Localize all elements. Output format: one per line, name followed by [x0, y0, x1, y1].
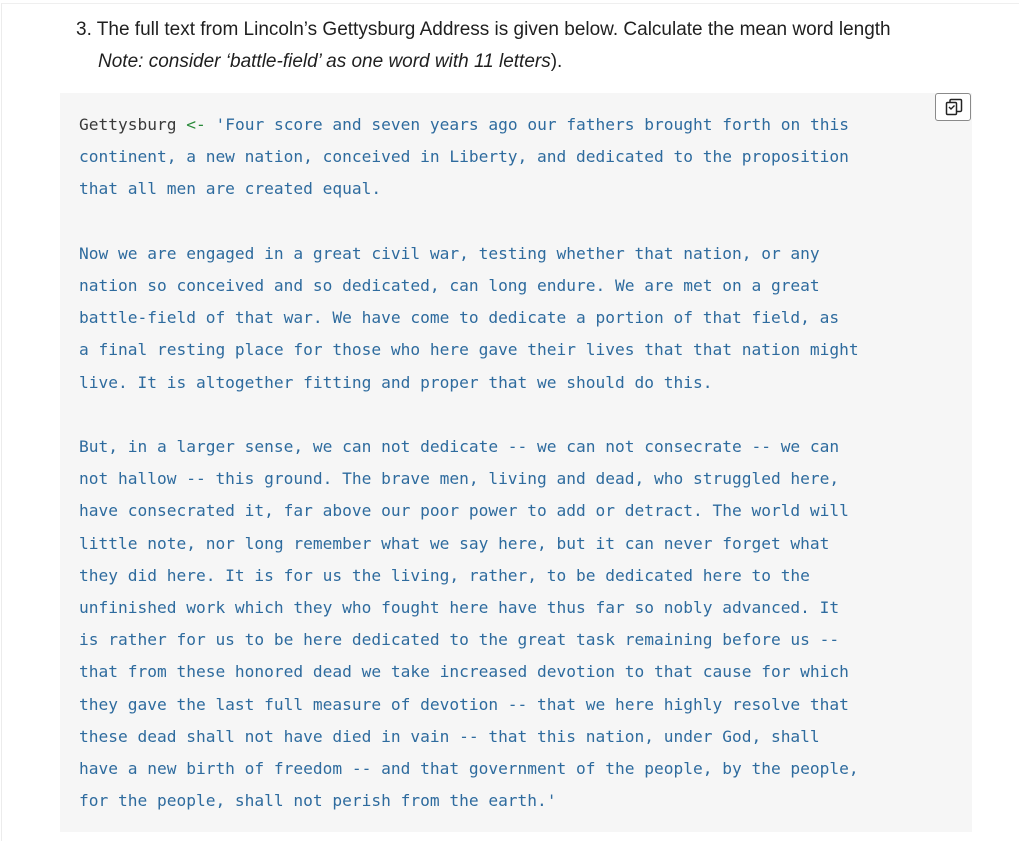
question-text: 3. The full text from Lincoln’s Gettysburg Address is given below. Calculate the mean word length: [76, 19, 891, 40]
question-note-line: [76, 46, 976, 78]
code-identifier: Gettysburg: [79, 115, 177, 134]
copy-icon: [945, 98, 963, 116]
question: [76, 14, 976, 78]
code-string-literal: 'Four score and seven years ago our fathers brought forth on this continent, a new nation, conceived in Liberty, and dedicated to the proposition that all men are created equal. Now we are engaged in a great civil war, testing whether that nation, or any nation so conceived and so dedicated, can long endure. We are met on a great battle-field of that war. We have come to dedicate a portion of that field, as a final resting place for those who here gave their lives that that nation might live. It is altogether fitting and proper that we should do this. But, in a larger sense, we can not dedicate -- we can not consecrate -- we can not hallow -- this ground. The brave men, living and dead, who struggled here, have consecrated it, far above our poor power to add or detract. The world will little note, nor long remember what we say here, but it can never forget what they did here. It is for us the living, rather, to be dedicated here to the unfinished work which they who fought here have thus far so nobly advanced. It is rather for us to be here dedicated to the great task remaining before us -- that from these honored dead we take increased devotion to that cause for which they gave the last full measure of devotion -- that we here highly resolve that these dead shall not have died in vain -- that this nation, under God, shall have a new birth of freedom -- and that government of the people, by the people, for the people, shall not perish from the earth.': [79, 115, 859, 811]
code-text: [79, 109, 859, 817]
code-block: [60, 93, 972, 832]
question-note: Note: consider ‘battle-field’ as one word with 11 letters: [98, 51, 551, 72]
copy-button[interactable]: [935, 93, 971, 121]
question-note-suffix: ).: [550, 51, 563, 72]
code-assign-operator: <-: [186, 115, 206, 134]
